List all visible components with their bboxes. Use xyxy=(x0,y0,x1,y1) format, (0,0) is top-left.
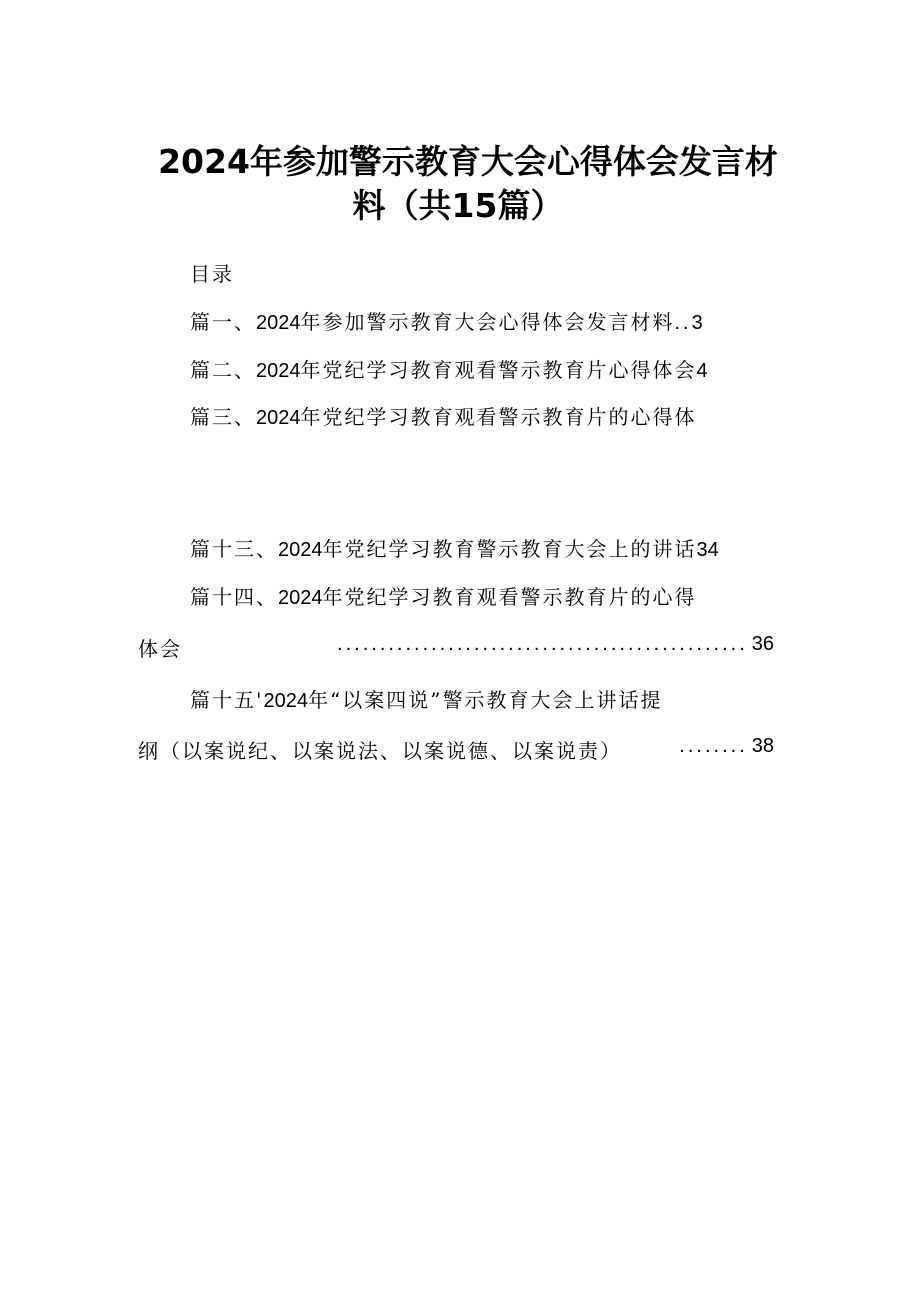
toc-item-year: 2024 xyxy=(263,690,308,712)
toc-item-15-continuation[interactable] xyxy=(138,735,774,764)
toc-item-leader: ........ xyxy=(679,735,748,757)
toc-item-text: 年党纪学习教育观看警示教育片的心得 xyxy=(322,585,697,609)
toc-item-prefix: 篇三、 xyxy=(190,405,256,429)
toc-item-3[interactable] xyxy=(190,401,697,430)
toc-item-prefix: 篇十三、 xyxy=(190,537,278,561)
toc-item-prefix: 篇十四、 xyxy=(190,585,278,609)
toc-item-page: 38 xyxy=(751,735,774,757)
toc-item-page: 3 xyxy=(691,312,703,334)
toc-item-15[interactable] xyxy=(190,684,662,713)
document-title-line-2: 料（共15篇） xyxy=(352,186,564,225)
toc-item-14[interactable] xyxy=(190,581,697,610)
toc-item-1[interactable] xyxy=(190,306,703,335)
toc-item-text: 年参加警示教育大会心得体会发言材料 xyxy=(300,310,675,334)
toc-item-2[interactable] xyxy=(190,354,708,383)
toc-item-prefix: 篇一、 xyxy=(190,310,256,334)
toc-item-prefix: 篇二、 xyxy=(190,358,256,382)
document-title-line-1: 2024年参加警示教育大会心得体会发言材 xyxy=(158,142,778,181)
toc-item-year: 2024 xyxy=(256,407,301,429)
toc-item-text: 年党纪学习教育警示教育大会上的讲话 xyxy=(322,537,697,561)
toc-item-leader: .. xyxy=(674,312,692,334)
toc-item-year: 2024 xyxy=(256,360,301,382)
toc-item-text: 年党纪学习教育观看警示教育片的心得体 xyxy=(300,405,697,429)
toc-item-leader: ................................................ xyxy=(337,633,748,655)
toc-item-page: 36 xyxy=(751,633,774,655)
toc-item-text: 年“以案四说”警示教育大会上讲话提 xyxy=(308,688,663,712)
toc-item-page: 34 xyxy=(696,539,719,561)
toc-item-text: 年党纪学习教育观看警示教育片心得体会 xyxy=(300,358,697,382)
toc-item-year: 2024 xyxy=(256,312,301,334)
toc-item-prefix: 篇十五' xyxy=(190,688,264,712)
toc-item-14-continuation[interactable] xyxy=(138,633,774,662)
toc-item-page: 4 xyxy=(696,360,708,382)
toc-item-continuation-text: 纲（以案说纪、以案说法、以案说德、以案说责） xyxy=(138,739,622,763)
toc-heading: 目录 xyxy=(190,262,234,286)
toc-item-year: 2024 xyxy=(278,539,323,561)
toc-item-year: 2024 xyxy=(278,587,323,609)
toc-item-13[interactable] xyxy=(190,533,719,562)
toc-item-continuation-text: 体会 xyxy=(138,637,182,661)
